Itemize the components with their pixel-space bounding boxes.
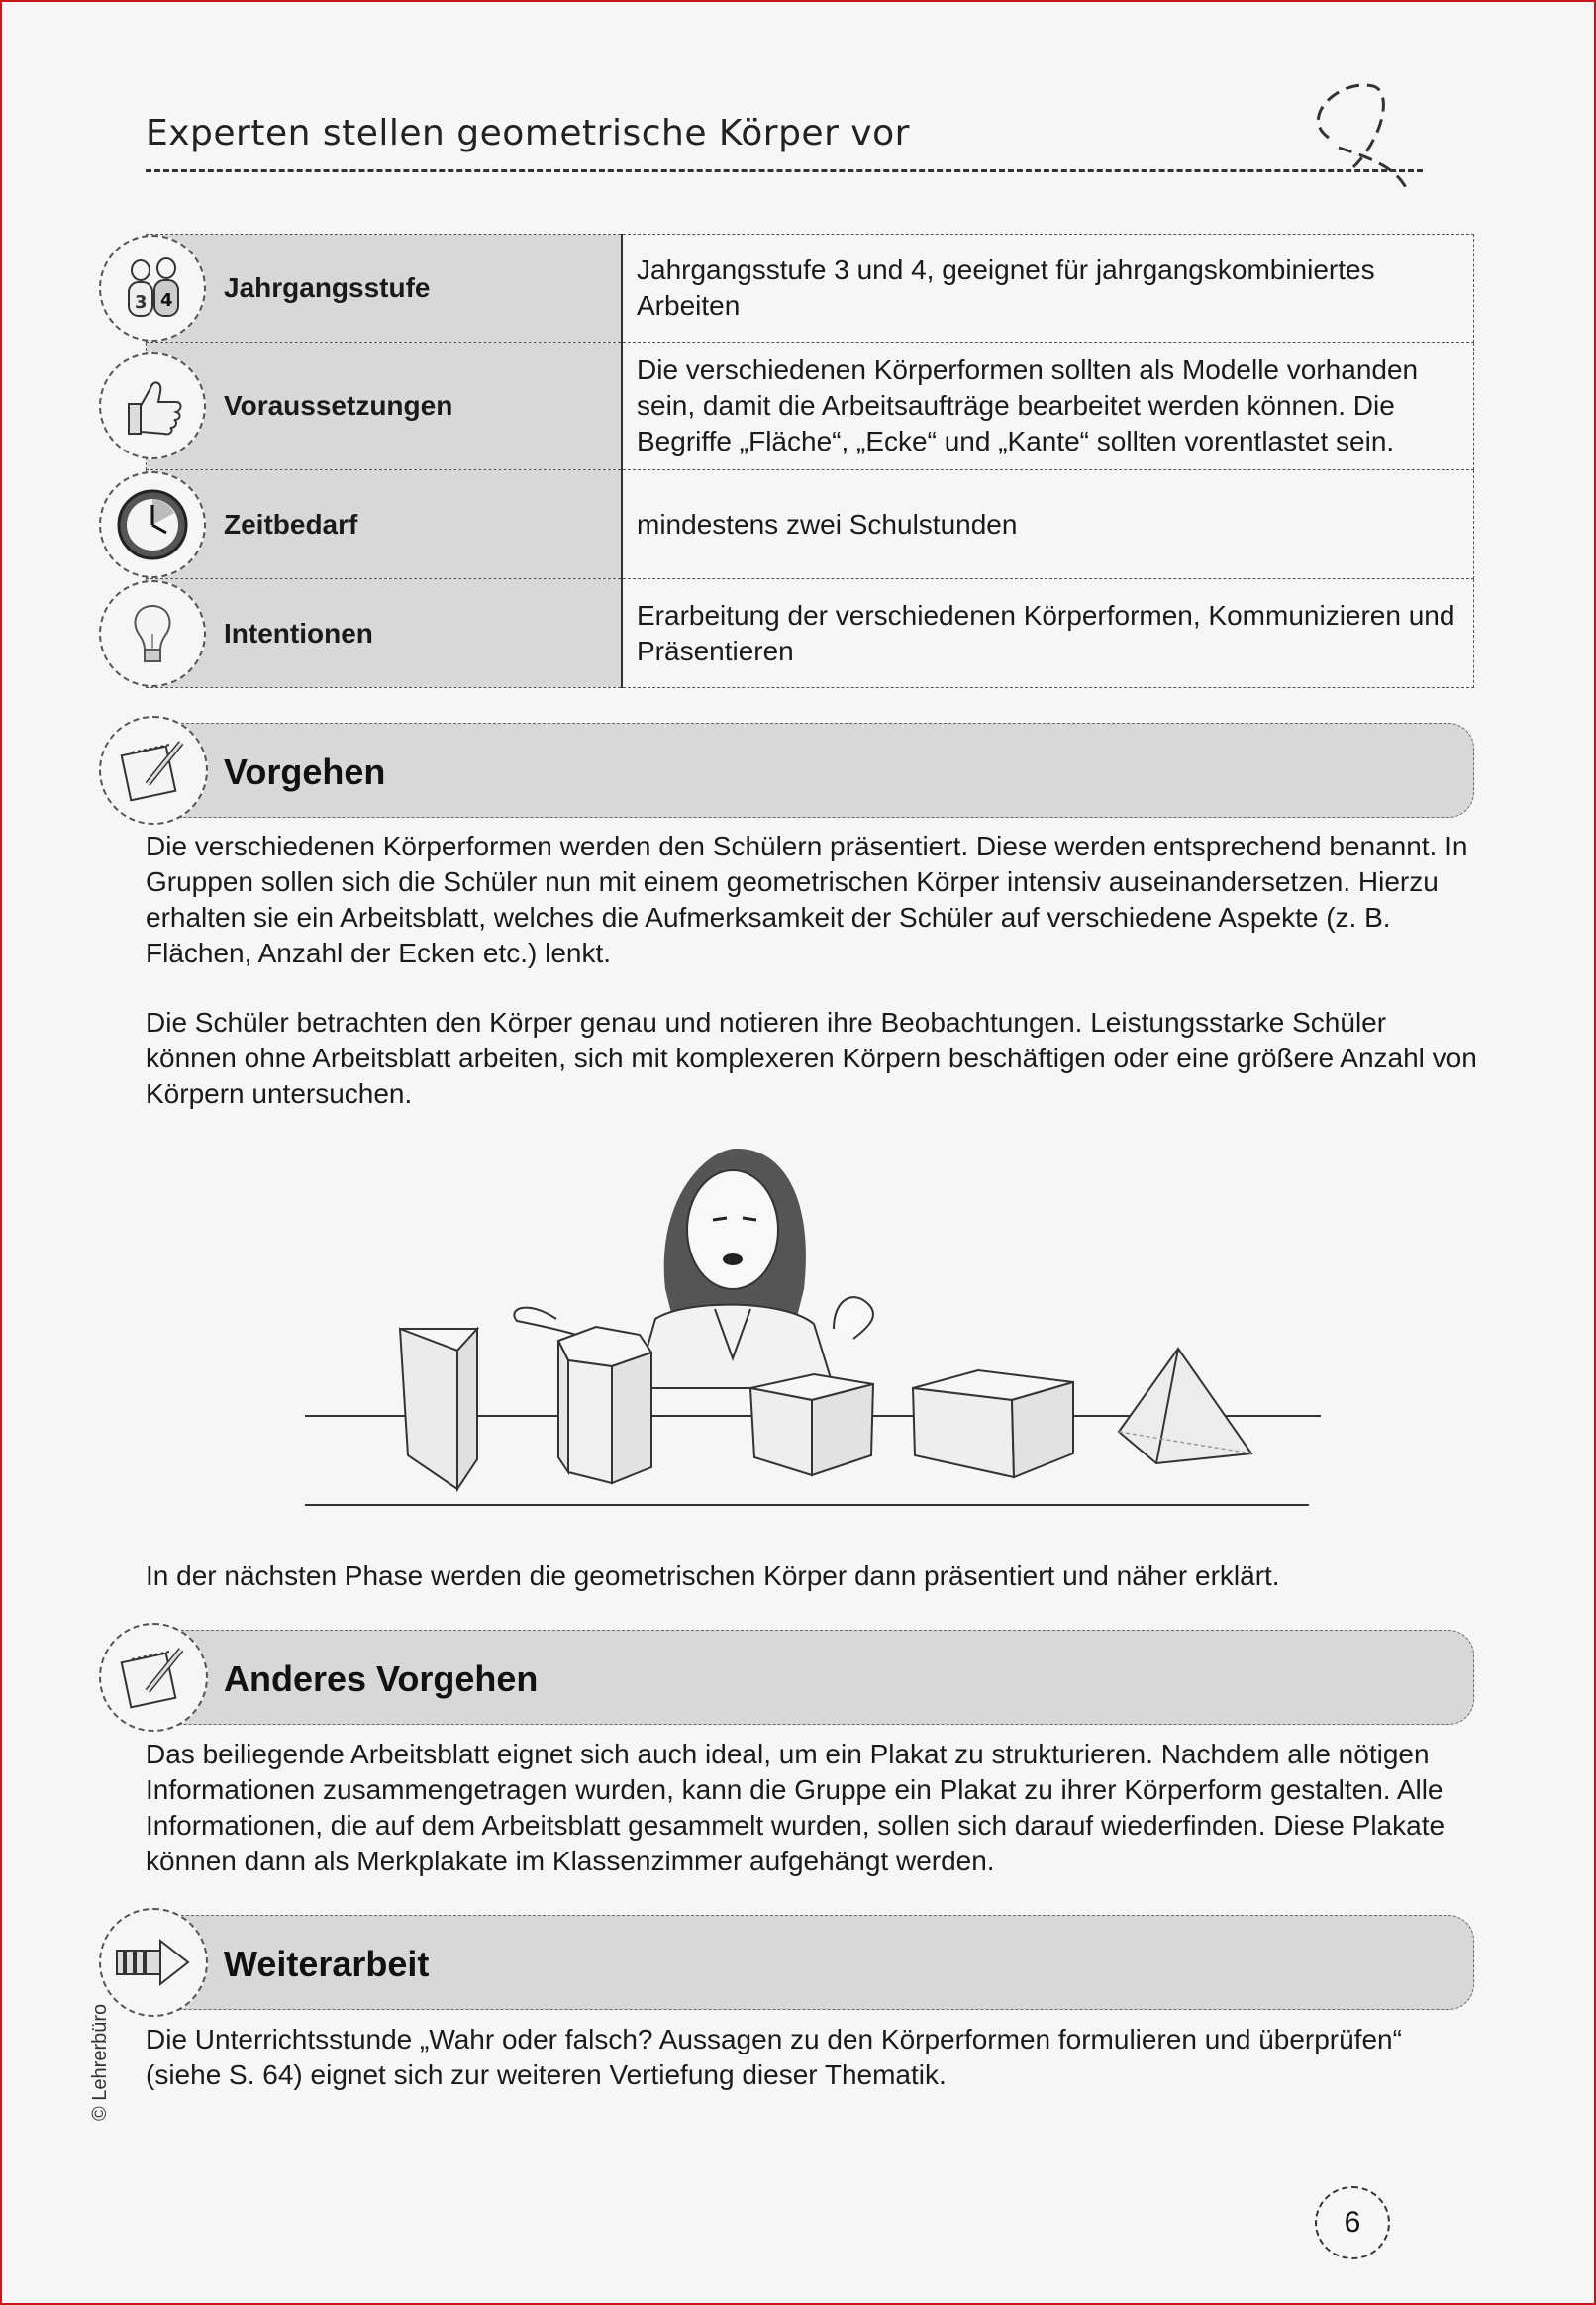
section-header-weiterarbeit <box>146 1915 1474 2010</box>
section-header-vorgehen <box>146 723 1474 818</box>
lightbulb-icon <box>99 580 206 687</box>
info-table <box>135 234 1474 688</box>
paragraph: Das beiliegende Arbeitsblatt eignet sich auch ideal, um ein Plakat zu strukturieren. Nachdem alle nötigen Informationen zusammengetragen wurden, kann die Gruppe ein Plakat zu ihrer Körperform gestalten. Alle Informationen, die auf dem Arbeitsblatt gesammelt wurden, sollen sich darauf wiederfinden. Diese Plakate können dann als Merkplakate im Klassenzimmer aufgehängt werden. <box>146 1739 1446 1876</box>
paragraph: In der nächsten Phase werden die geometrischen Körper dann präsentiert und näher erklärt. <box>146 1560 1280 1591</box>
arrow-right-icon <box>99 1908 208 2017</box>
info-row <box>147 579 1474 688</box>
info-label: Zeitbedarf <box>224 508 358 540</box>
info-label: Intentionen <box>224 617 373 649</box>
teacher-with-solids-illustration <box>299 1141 1329 1517</box>
grade-figures-icon <box>99 235 206 342</box>
paragraph: Die verschiedenen Körperformen werden den Schülern präsentiert. Diese werden entsprechend benannt. In Gruppen sollen sich die Schüler nun mit einem geometrischen Körper intensiv auseinandersetzen. Hierzu erhalten sie ein Arbeitsblatt, welches die Aufmerksamkeit der Schüler auf verschiedene Aspekte (z. B. Flächen, Anzahl der Ecken etc.) lenkt. <box>146 831 1468 968</box>
notepad-pencil-icon <box>99 1623 208 1732</box>
info-row <box>147 343 1474 470</box>
section-title: Weiterarbeit <box>224 1944 430 1984</box>
info-value: mindestens zwei Schulstunden <box>622 470 1474 579</box>
info-value: Erarbeitung der verschiedenen Körperformen, Kommunizieren und Präsentieren <box>622 579 1474 688</box>
svg-text:3: 3 <box>135 292 148 313</box>
page-title: Experten stellen geometrische Körper vor <box>146 113 910 153</box>
paragraph: Die Unterrichtsstunde „Wahr oder falsch? Aussagen zu den Körperformen formulieren und überprüfen“ (siehe S. 64) eignet sich zur weiteren Vertiefung dieser Thematik. <box>146 2024 1402 2090</box>
svg-text:4: 4 <box>160 290 173 311</box>
info-row <box>147 470 1474 579</box>
thumbs-up-icon <box>99 352 206 459</box>
page-header <box>146 113 1472 202</box>
scissors-loop-decoration <box>1299 78 1428 217</box>
info-value: Jahrgangsstufe 3 und 4, geeignet für jahrgangskombiniertes Arbeiten <box>622 235 1474 343</box>
info-label: Voraussetzungen <box>224 390 453 421</box>
page-number: 6 <box>1315 2186 1390 2259</box>
paragraph: Die Schüler betrachten den Körper genau und notieren ihre Beobachtungen. Leistungsstarke Schüler können ohne Arbeitsblatt arbeiten, sich mit komplexeren Körpern beschäftigen oder eine größere Anzahl von Körpern untersuchen. <box>146 1007 1477 1109</box>
info-row <box>147 235 1474 343</box>
clock-icon <box>99 471 206 578</box>
info-value: Die verschiedenen Körperformen sollten als Modelle vorhanden sein, damit die Arbeitsaufträge bearbeitet werden können. Die Begriffe „Fläche“, „Ecke“ und „Kante“ sollten vorentlastet sein. <box>622 343 1474 470</box>
notepad-pencil-icon <box>99 716 208 825</box>
copyright-note: © Lehrerbüro <box>89 2003 111 2121</box>
info-label: Jahrgangsstufe <box>224 272 431 303</box>
section-title: Anderes Vorgehen <box>224 1658 539 1699</box>
section-title: Vorgehen <box>224 752 386 792</box>
section-header-anderes-vorgehen <box>146 1630 1474 1725</box>
header-dash-line <box>146 169 1423 172</box>
